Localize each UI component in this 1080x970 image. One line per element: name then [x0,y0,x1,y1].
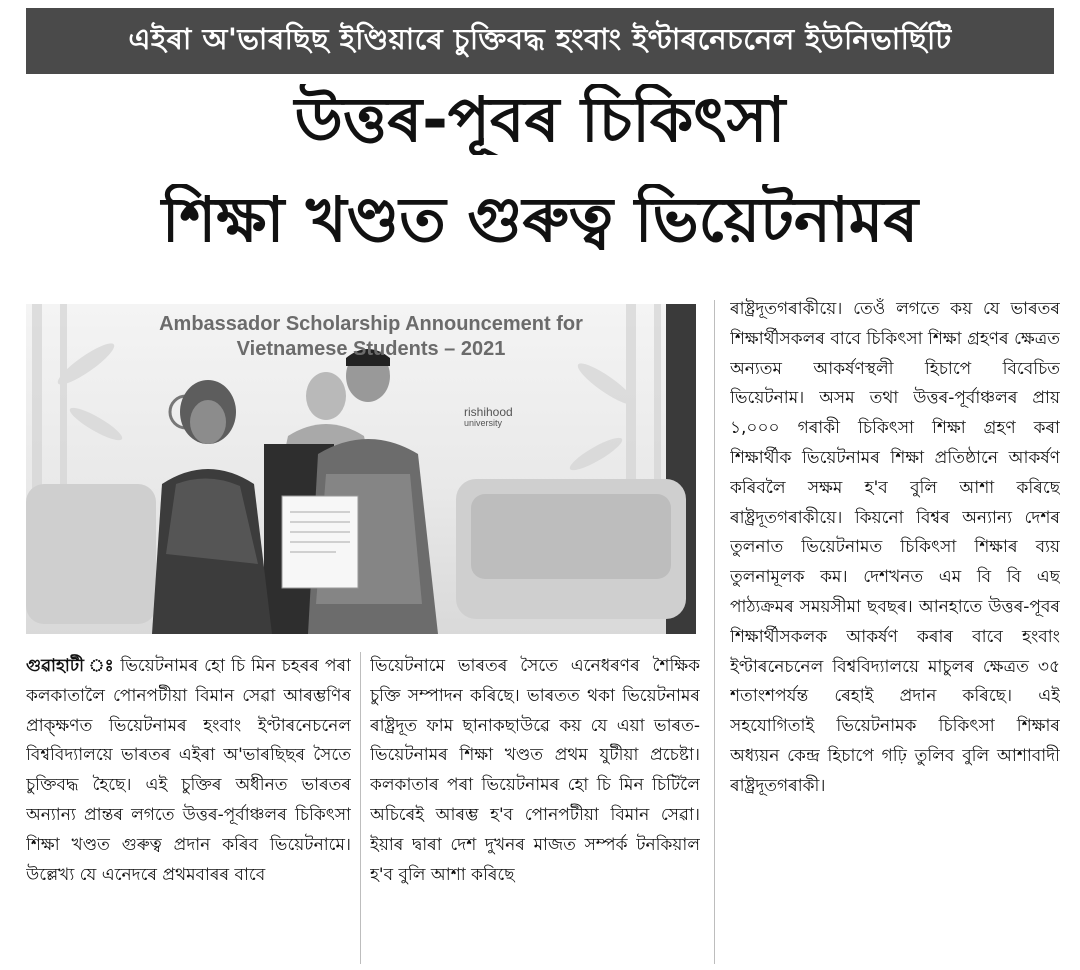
headline-line-1: উত্তৰ-পূবৰ চিকিৎসা [294,84,786,156]
article-column-2 [370,652,700,970]
article-column-3 [730,295,1060,965]
headline-line-2: শিক্ষা খণ্ডত গুৰুত্ব ভিয়েটনামৰ [161,184,919,256]
column-rule-2 [714,300,715,964]
article-text-1: ভিয়েটনামৰ হো চি মিন চহৰৰ পৰা কলকাতালৈ পোনপটীয়া বিমান সেৱা আৰম্ভণিৰ প্ৰাক্‌ক্ষণত ভিয়েটনামৰ হংবাং ইণ্টাৰনেচনেল বিশ্ববিদ্যালয়ে ভাৰতৰ এইৰা অ'ভাৰছিছৰ সৈতে চুক্তিবদ্ধ হৈছে। এই চুক্তিৰ অধীনত ভাৰতৰ অন্যান্য প্ৰান্তৰ লগতে উত্তৰ-পূৰ্বাঞ্চলৰ চিকিৎসা শিক্ষা খণ্ডত গুৰুত্ব প্ৰদান কৰিব ভিয়েটনামে। উল্লেখ্য যে এনেদৰে প্ৰথমবাৰৰ বাবে [26,656,351,885]
article-text-2: ভিয়েটনামে ভাৰতৰ সৈতে এনেধৰণৰ শৈক্ষিক চুক্তি সম্পাদন কৰিছে। ভাৰতত থকা ভিয়েটনামৰ ৰাষ্ট্ৰদূত ফাম ছানাকছাউৱে কয় যে এয়া ভাৰত-ভিয়েটনামৰ শিক্ষা খণ্ডত প্ৰথম যুটীয়া প্ৰচেষ্টা। কলকাতাৰ পৰা ভিয়েটনামৰ হো চি মিন চিটিলৈ অচিৰেই আৰম্ভ হ'ব পোনপটীয়া বিমান সেৱা। ইয়াৰ দ্বাৰা দেশ দুখনৰ মাজত সম্পৰ্ক টনকিয়াল হ'ব বুলি আশা কৰিছে [370,656,700,885]
university-logo-name: rishihood [464,405,513,419]
article-column-1 [26,652,351,970]
kicker-bar [26,8,1054,74]
column-rule-1 [360,652,361,964]
article-text-3: ৰাষ্ট্ৰদূতগৰাকীয়ে। তেওঁ লগতে কয় যে ভাৰতৰ শিক্ষাৰ্থীসকলৰ বাবে চিকিৎসা শিক্ষা গ্ৰহণৰ ক্ষেত্ৰত অন্যতম আকৰ্ষণস্থলী হিচাপে বিবেচিত ভিয়েটনাম। অসম তথা উত্তৰ-পূৰ্বাঞ্চলৰ প্ৰায় ১,০০০ গৰাকী চিকিৎসা শিক্ষা গ্ৰহণ কৰা শিক্ষাৰ্থীক ভিয়েটনামৰ শিক্ষা প্ৰতিষ্ঠানে আকৰ্ষণ কৰিবলৈ সক্ষম হ'ব বুলি আশা কৰিছে ৰাষ্ট্ৰদূতগৰাকীয়ে। কিয়নো বিশ্বৰ অন্যান্য দেশৰ তুলনাত ভিয়েটনামত চিকিৎসা শিক্ষাৰ ব্যয় তুলনামূলক কম। দেশখনত এম বি বি এছ পাঠ্যক্ৰমৰ সময়সীমা ছবছৰ। আনহাতে উত্তৰ-পূবৰ শিক্ষাৰ্থীসকলক আকৰ্ষণ কৰাৰ বাবে হংবাং ইণ্টাৰনেচনেল বিশ্ববিদ্যালয়ে মাচুলৰ ক্ষেত্ৰত ৩৫ শতাংশপৰ্যন্ত ৰেহাই প্ৰদান কৰিছে। এই সহযোগিতাই ভিয়েটনামক চিকিৎসা শিক্ষাৰ অধ্যয়ন কেন্দ্ৰ হিচাপে গঢ়ি তুলিব বুলি আশাবাদী ৰাষ্ট্ৰদূতগৰাকী। [730,299,1060,796]
photo-banner-line-1: Ambassador Scholarship Announcement for [159,313,583,335]
dateline: গুৱাহাটী ঃ [26,656,115,676]
news-photo [26,304,696,634]
university-logo-sub: university [464,417,503,428]
kicker-text: এইৰা অ'ভাৰছিছ ইণ্ডিয়াৰে চুক্তিবদ্ধ হংবাং ইণ্টাৰনেচনেল ইউনিভাৰ্ছিটি [128,21,952,56]
photo-banner-line-2: Vietnamese Students – 2021 [236,338,506,360]
photo-banner [116,312,626,362]
university-logo [464,406,513,428]
